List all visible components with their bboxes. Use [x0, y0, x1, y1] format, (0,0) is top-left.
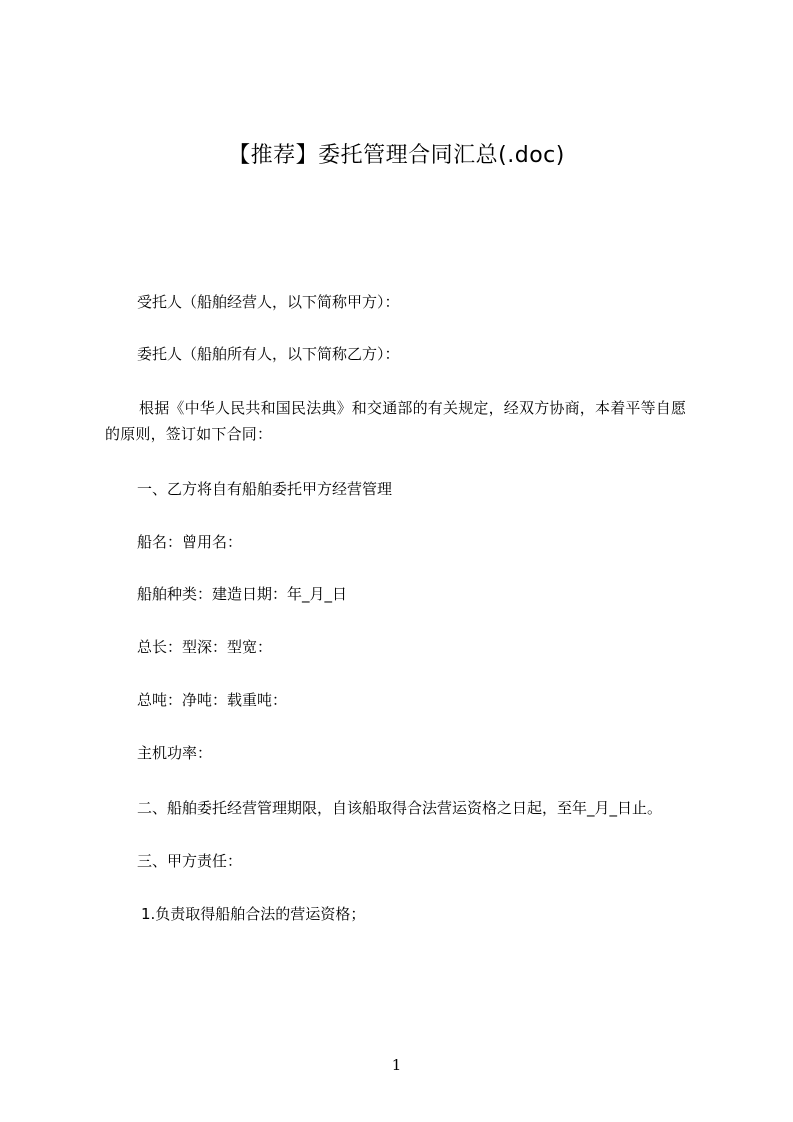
paragraph-tonnage: 总吨：净吨：载重吨： — [137, 691, 288, 709]
paragraph-engine-power: 主机功率： — [137, 744, 213, 762]
paragraph-trustee: 受托人（船舶经营人，以下简称甲方）： — [137, 293, 400, 311]
paragraph-preamble: 根据《中华人民共和国民法典》和交通部的有关规定，经双方协商，本着平等自愿的原则，签订如下合同： — [105, 399, 687, 443]
document-title: 【推荐】委托管理合同汇总(.doc) — [228, 143, 565, 168]
paragraph-section-2: 二、船舶委托经营管理期限，自该船取得合法营运资格之日起，至年_月_日止。 — [137, 799, 663, 817]
page-number: 1 — [391, 1056, 402, 1074]
paragraph-ship-type: 船舶种类：建造日期：年_月_日 — [137, 585, 348, 603]
paragraph-section-3: 三、甲方责任： — [137, 852, 243, 870]
paragraph-item-1: 1.负责取得船舶合法的营运资格； — [141, 905, 366, 923]
paragraph-principal: 委托人（船舶所有人，以下简称乙方）： — [137, 345, 400, 363]
paragraph-section-1: 一、乙方将自有船舶委托甲方经营管理 — [137, 480, 393, 498]
paragraph-ship-name: 船名：曾用名： — [137, 533, 243, 551]
paragraph-dimensions: 总长：型深：型宽： — [137, 638, 273, 656]
